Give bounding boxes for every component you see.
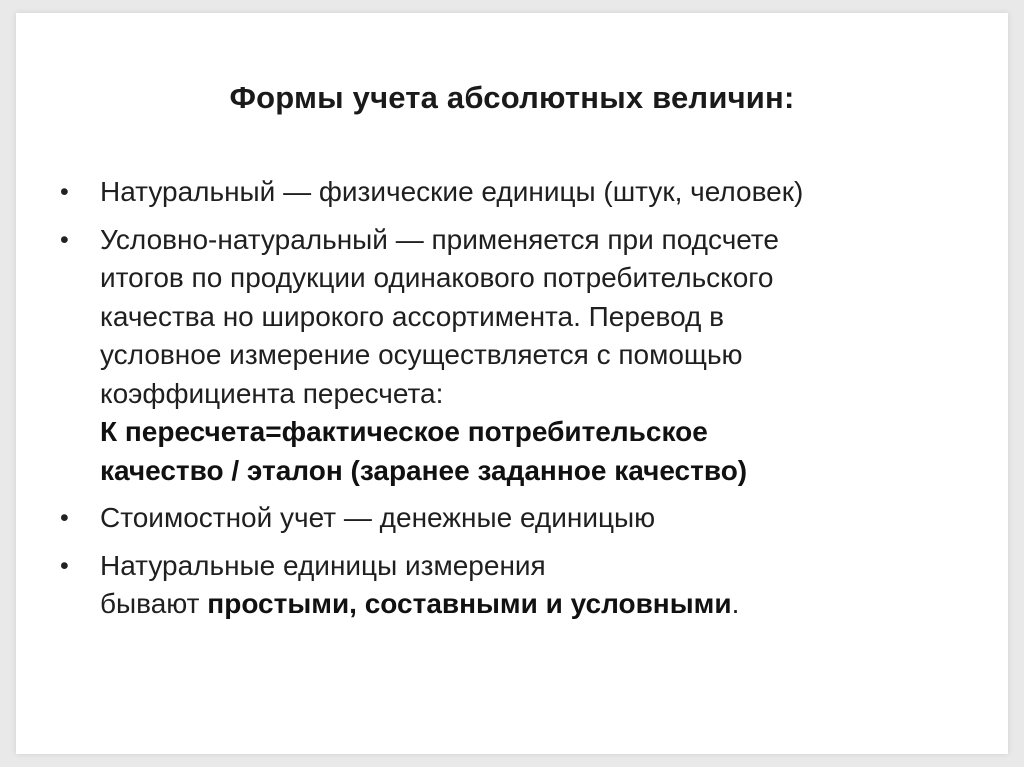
bullet-dot-icon: • [60,504,69,532]
emphasis-text: простыми, составными и условными [207,588,732,619]
bullet-text-line: коэффициента пересчета: [100,377,444,409]
bullet-item-cost-accounting [60,499,965,538]
bullet-item-natural-units [60,547,965,624]
bullet-list [60,173,965,633]
bullet-text: Стоимостной учет — денежные единицыю [100,502,656,533]
bullet-item-natural [60,173,965,212]
bullet-item-conditional-natural [60,221,965,491]
bullet-text: Натуральный — физические единицы (штук, человек) [100,176,804,207]
formula-line: К пересчета=фактическое потребительское [100,416,708,447]
formula-line: качество / эталон (заранее заданное качество) [100,454,748,486]
bullet-dot-icon: • [60,551,69,580]
bullet-text-line: Условно-натуральный — применяется при подсчете [100,223,779,255]
bullet-text-line: условное измерение осуществляется с помощью [100,339,743,370]
bullet-text-line: качества но широкого ассортимента. Перевод в [100,300,725,332]
bullet-dot-icon: • [60,178,69,206]
bullet-text-line-mixed [100,585,965,624]
text-suffix: . [731,588,740,619]
text-prefix: бывают [100,588,208,619]
bullet-dot-icon: • [60,225,69,254]
bullet-text-line: итогов по продукции одинакового потребительского [100,262,774,293]
bullet-text-line: Натуральные единицы измерения [100,549,546,581]
slide-title: Формы учета абсолютных величин: [229,80,795,115]
